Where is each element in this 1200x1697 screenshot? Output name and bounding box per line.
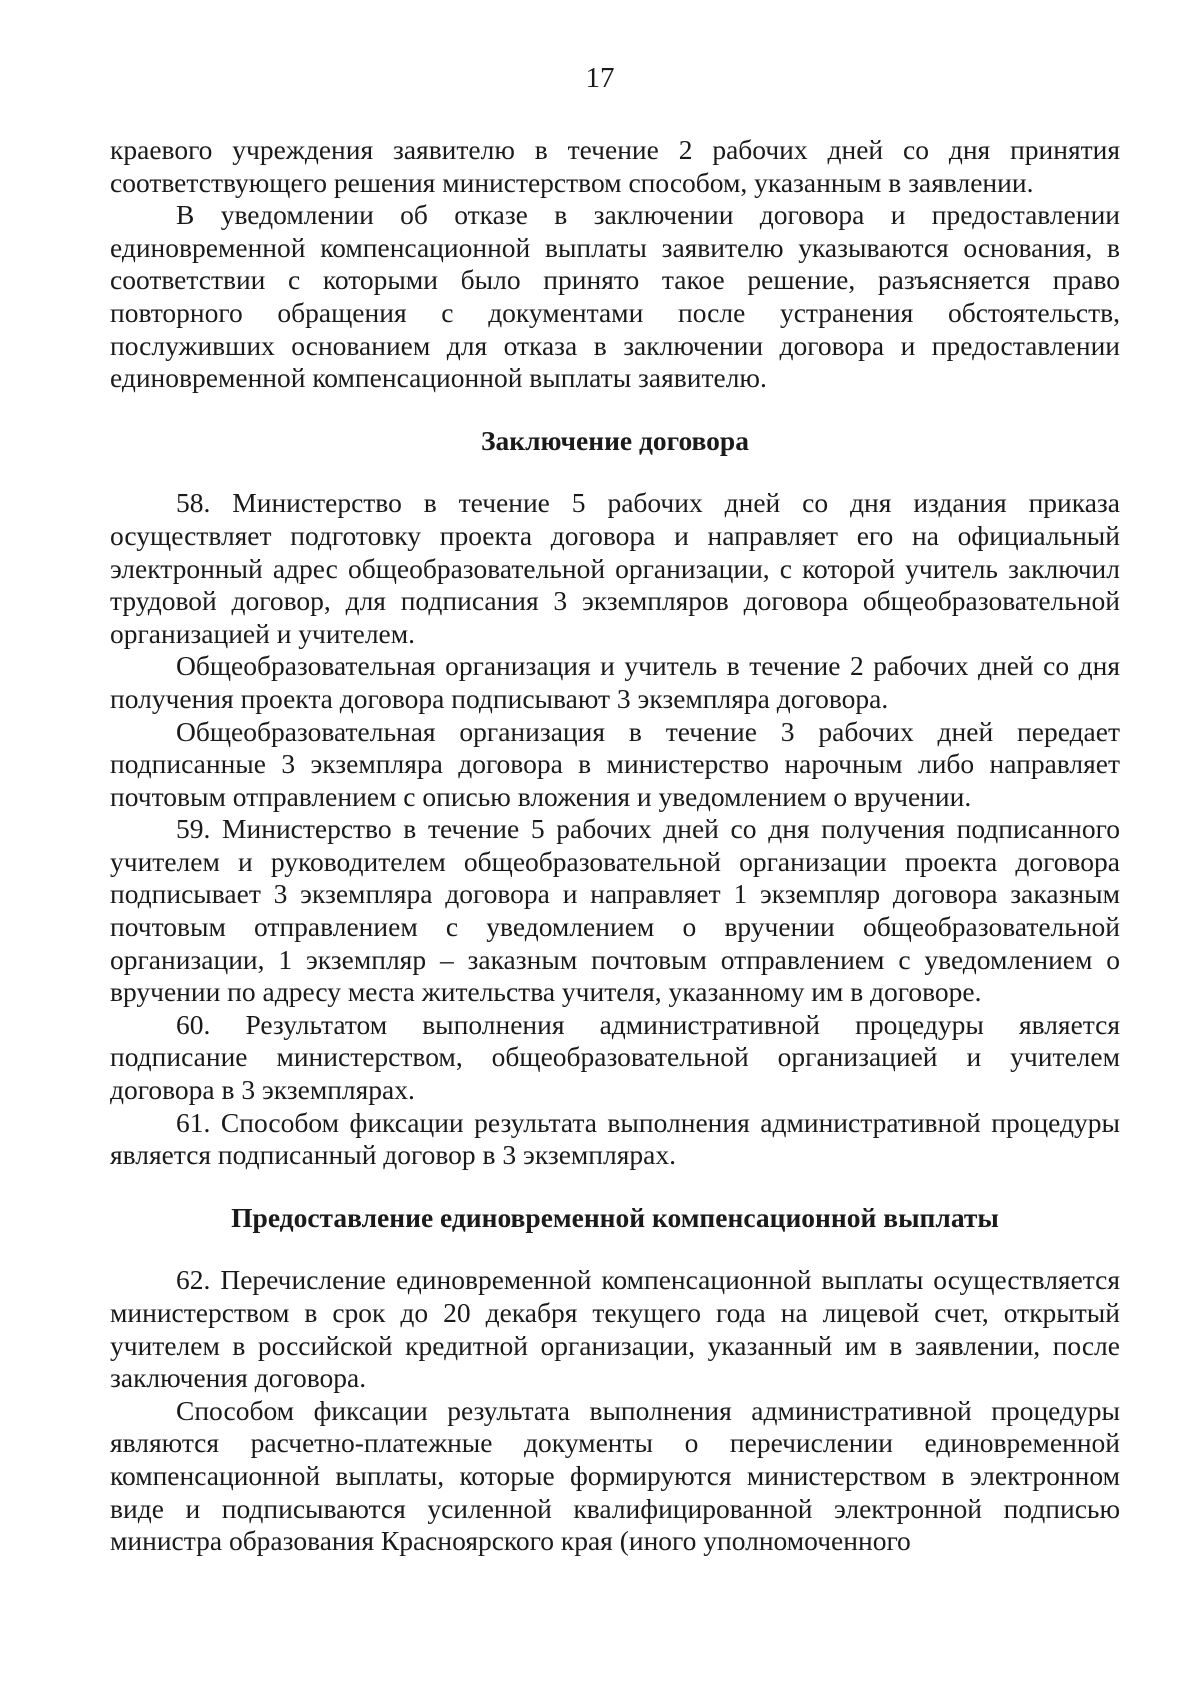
paragraph-58: 58. Министерство в течение 5 рабочих дней со дня издания приказа осуществляет подготовку проекта договора и направляет его на официальный электронный адрес общеобразовательной организации, с которой учитель заключил трудовой договор, для подписания 3 экземпляров договора общеобразовательной организацией и учителем. — [110, 487, 1120, 649]
paragraph-62: 62. Перечисление единовременной компенсационной выплаты осуществляется министерством в срок до 20 декабря текущего года на лицевой счет, открытый учителем в российской кредитной организации, указанный им в заявлении, после заключения договора. — [110, 1264, 1120, 1394]
document-body — [110, 134, 1120, 1558]
paragraph-59: 59. Министерство в течение 5 рабочих дней со дня получения подписанного учителем и руководителем общеобразовательной организации проекта договора подписывает 3 экземпляра договора и направляет 1 экземпляр договора заказным почтовым отправлением с уведомлением о вручении общеобразовательной организации, 1 экземпляр – заказным почтовым отправлением с уведомлением о вручении по адресу места жительства учителя, указанному им в договоре. — [110, 813, 1120, 1008]
paragraph-61: 61. Способом фиксации результата выполнения административной процедуры является подписанный договор в 3 экземплярах. — [110, 1106, 1120, 1171]
paragraph-refusal-notice: В уведомлении об отказе в заключении договора и предоставлении единовременной компенсационной выплаты заявителю указываются основания, в соответствии с которыми было принято такое решение, разъясняется право повторного обращения с документами после устранения обстоятельств, послуживших основанием для отказа в заключении договора и предоставлении единовременной компенсационной выплаты заявителю. — [110, 199, 1120, 394]
paragraph-payment-fixation: Способом фиксации результата выполнения административной процедуры являются расчетно-платежные документы о перечислении единовременной компенсационной выплаты, которые формируются министерством в электронном виде и подписываются усиленной квалифицированной электронной подписью министра образования Красноярского края (иного уполномоченного — [110, 1394, 1120, 1557]
section-contract-body — [110, 487, 1120, 1171]
section-payment-body — [110, 1264, 1120, 1557]
section-heading-payment: Предоставление единовременной компенсационной выплаты — [231, 1201, 999, 1233]
paragraph-signing: Общеобразовательная организация и учитель в течение 2 рабочих дней со дня получения проекта договора подписывают 3 экземпляра договора. — [110, 650, 1120, 714]
paragraph-60: 60. Результатом выполнения административной процедуры является подписание министерством, общеобразовательной организацией и учителем договора в 3 экземплярах. — [110, 1008, 1120, 1106]
paragraph-transfer: Общеобразовательная организация в течение 3 рабочих дней передает подписанные 3 экземпляра договора в министерство нарочным либо направляет почтовым отправлением с описью вложения и уведомлением о вручении. — [110, 715, 1120, 812]
paragraph-continuation: краевого учреждения заявителю в течение 2 рабочих дней со дня принятия соответствующего решения министерством способом, указанным в заявлении. — [110, 134, 1120, 198]
section-heading-contract: Заключение договора — [481, 424, 749, 456]
page-number: 17 — [585, 62, 615, 94]
